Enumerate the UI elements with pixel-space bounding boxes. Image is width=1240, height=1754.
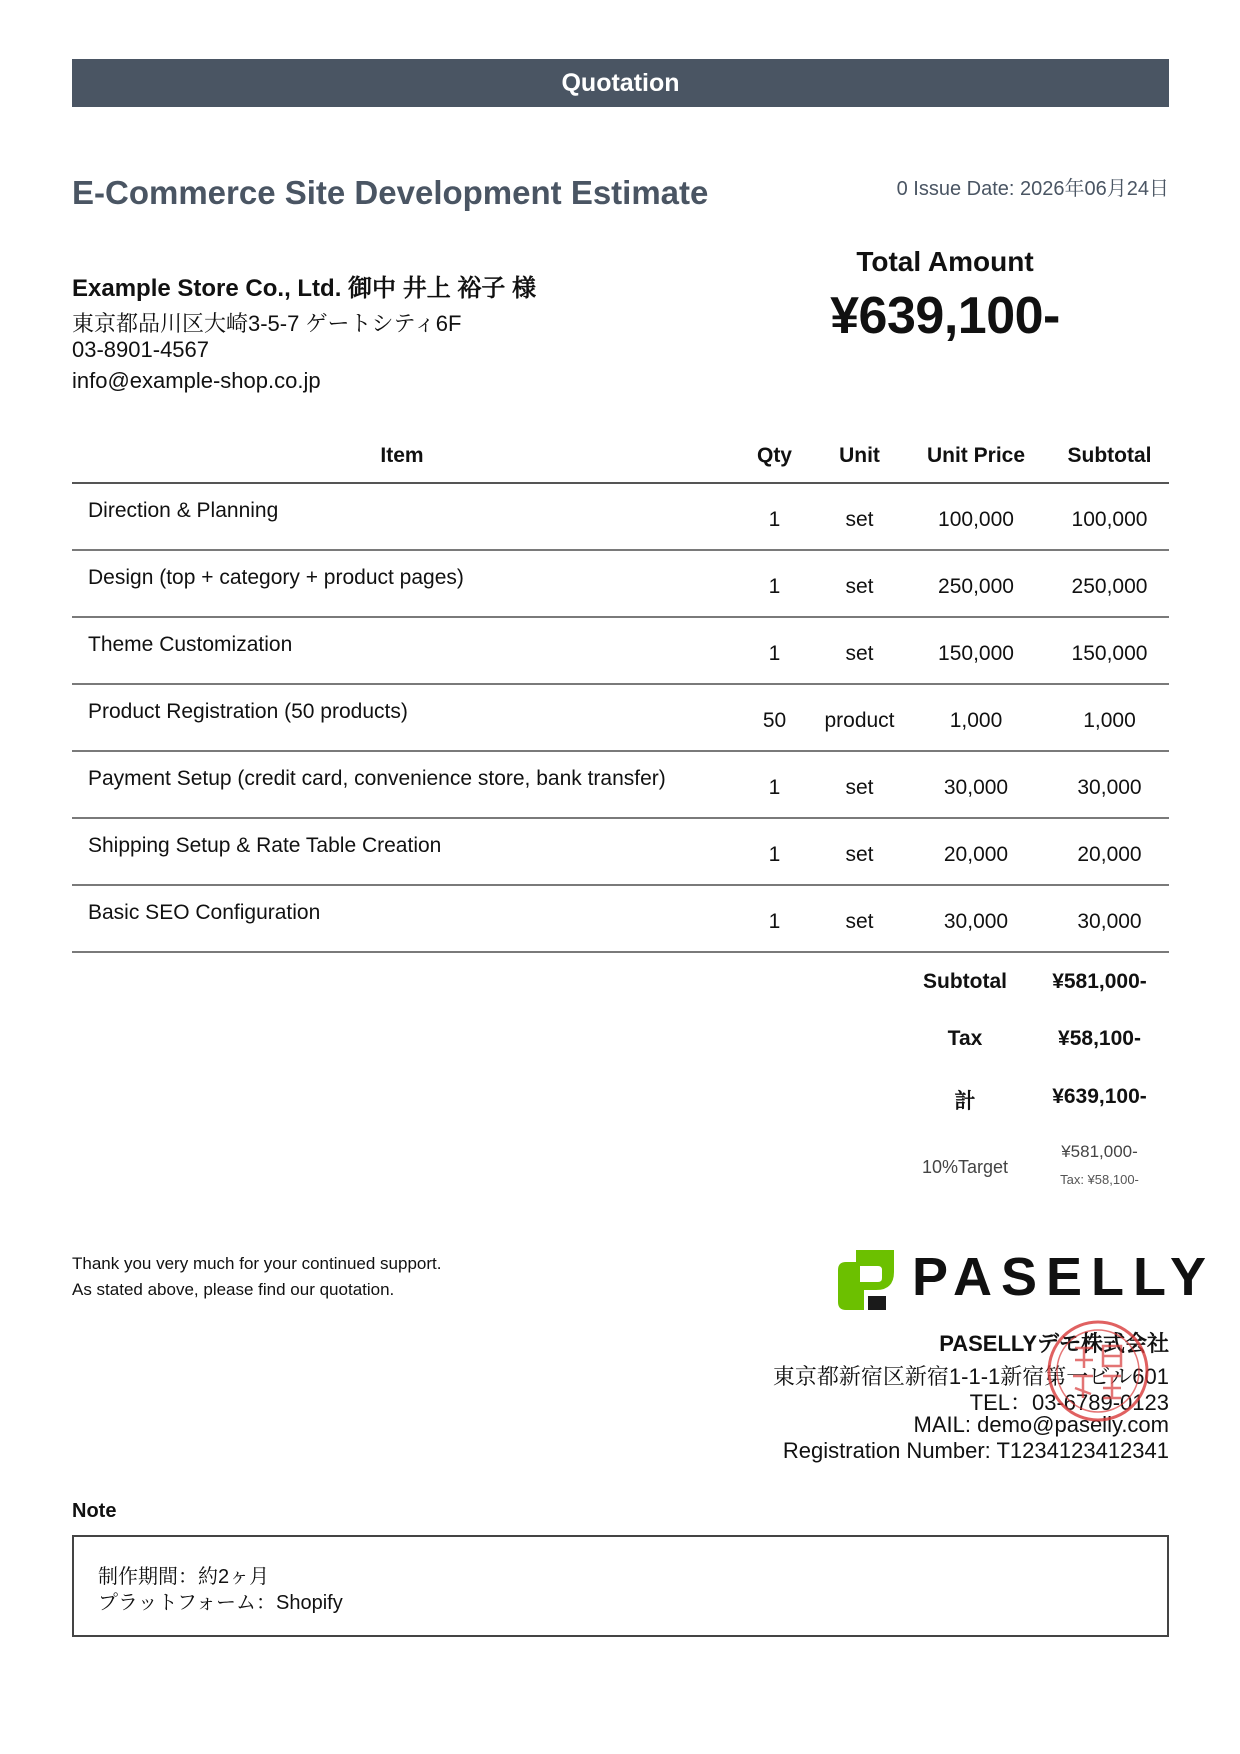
client-phone: 03-8901-4567 <box>72 337 210 362</box>
tax-target-label: 10%Target <box>921 1157 1009 1177</box>
table-row <box>72 550 1169 617</box>
tax-target-tax: Tax: ¥58,100- <box>1060 1172 1139 1187</box>
unit-cell: set <box>845 909 874 933</box>
paselly-logo-icon <box>838 1250 894 1310</box>
company-mail: MAIL: demo@paselly.com <box>913 1412 1169 1437</box>
company-name: PASELLYデモ株式会社 <box>939 1331 1169 1356</box>
subtotal-cell: 250,000 <box>1071 574 1148 598</box>
item-cell: Basic SEO Configuration <box>88 901 321 924</box>
subtotal-cell: 1,000 <box>1083 708 1136 732</box>
unit-cell: product <box>824 708 895 732</box>
item-cell: Direction & Planning <box>88 499 279 522</box>
item-cell: Theme Customization <box>88 633 293 656</box>
table-row <box>72 751 1169 818</box>
qty-cell: 1 <box>768 909 781 933</box>
company-tel: TEL：03-6789-0123 <box>969 1390 1169 1415</box>
summary-total-value: ¥639,100- <box>1052 1085 1147 1108</box>
unit-cell: set <box>845 641 874 665</box>
unit-price-cell: 30,000 <box>943 909 1009 933</box>
unit-price-cell: 20,000 <box>943 842 1009 866</box>
company-registration-number: Registration Number: T1234123412341 <box>782 1438 1169 1463</box>
total-amount-value: ¥639,100- <box>830 287 1060 345</box>
item-cell: Payment Setup (credit card, convenience store, bank transfer) <box>88 767 666 790</box>
unit-cell: set <box>845 775 874 799</box>
table-header-row <box>72 430 1169 483</box>
issue-date: 0 Issue Date: 2026年06月24日 <box>896 178 1169 200</box>
document-title: E-Commerce Site Development Estimate <box>72 174 709 211</box>
unit-cell: set <box>845 574 874 598</box>
client-name: Example Store Co., Ltd. 御中 井上 裕子 様 <box>72 275 537 302</box>
summary-tax-value: ¥58,100- <box>1058 1027 1141 1050</box>
qty-cell: 1 <box>768 507 781 531</box>
total-amount-label: Total Amount <box>856 246 1034 277</box>
item-cell: Design (top + category + product pages) <box>88 566 464 589</box>
client-email: info@example-shop.co.jp <box>72 368 321 393</box>
subtotal-cell: 30,000 <box>1077 909 1142 933</box>
qty-cell: 50 <box>762 708 787 732</box>
subtotal-cell: 100,000 <box>1071 507 1148 531</box>
table-row <box>72 483 1169 550</box>
summary-total-label: 計 <box>954 1090 976 1113</box>
thanks-message-line2: As stated above, please find our quotation. <box>72 1280 395 1299</box>
unit-price-cell: 30,000 <box>943 775 1009 799</box>
thanks-message-line1: Thank you very much for your continued support. <box>72 1254 442 1273</box>
table-row <box>72 684 1169 751</box>
line-items-table <box>72 430 1169 953</box>
qty-cell: 1 <box>768 574 781 598</box>
unit-price-cell: 1,000 <box>949 708 1003 732</box>
summary-subtotal-label: Subtotal <box>923 970 1007 993</box>
subtotal-cell: 20,000 <box>1077 842 1142 866</box>
table-row <box>72 885 1169 952</box>
tax-target-amount: ¥581,000- <box>1061 1142 1138 1161</box>
subtotal-cell: 150,000 <box>1071 641 1148 665</box>
column-header-subtotal: Subtotal <box>1067 444 1152 467</box>
unit-price-cell: 100,000 <box>938 507 1014 531</box>
company-address: 東京都新宿区新宿1-1-1新宿第一ビル601 <box>772 1364 1169 1389</box>
note-line2: プラットフォーム：Shopify <box>98 1592 343 1614</box>
unit-cell: set <box>845 842 874 866</box>
paselly-logo-text: PASELLY <box>912 1247 1216 1307</box>
document-header-bar: Quotation <box>72 59 1169 107</box>
qty-cell: 1 <box>768 842 781 866</box>
column-header-qty: Qty <box>756 444 792 467</box>
note-line1: 制作期間：約2ヶ月 <box>98 1566 270 1588</box>
client-address: 東京都品川区大崎3-5-7 ゲートシティ6F <box>72 311 462 336</box>
qty-cell: 1 <box>768 775 781 799</box>
unit-price-cell: 250,000 <box>938 574 1014 598</box>
note-label: Note <box>72 1500 117 1522</box>
column-header-item: Item <box>380 444 424 467</box>
item-cell: Shipping Setup & Rate Table Creation <box>88 834 442 857</box>
company-seal-stamp <box>1045 1318 1151 1424</box>
column-header-unit: Unit <box>839 444 880 467</box>
subtotal-cell: 30,000 <box>1077 775 1142 799</box>
unit-cell: set <box>845 507 874 531</box>
summary-subtotal-value: ¥581,000- <box>1052 970 1147 993</box>
summary-tax-label: Tax <box>947 1027 983 1050</box>
column-header-unit-price: Unit Price <box>926 444 1026 467</box>
unit-price-cell: 150,000 <box>938 641 1014 665</box>
table-row <box>72 617 1169 684</box>
item-cell: Product Registration (50 products) <box>88 700 408 723</box>
qty-cell: 1 <box>768 641 781 665</box>
table-row <box>72 818 1169 885</box>
